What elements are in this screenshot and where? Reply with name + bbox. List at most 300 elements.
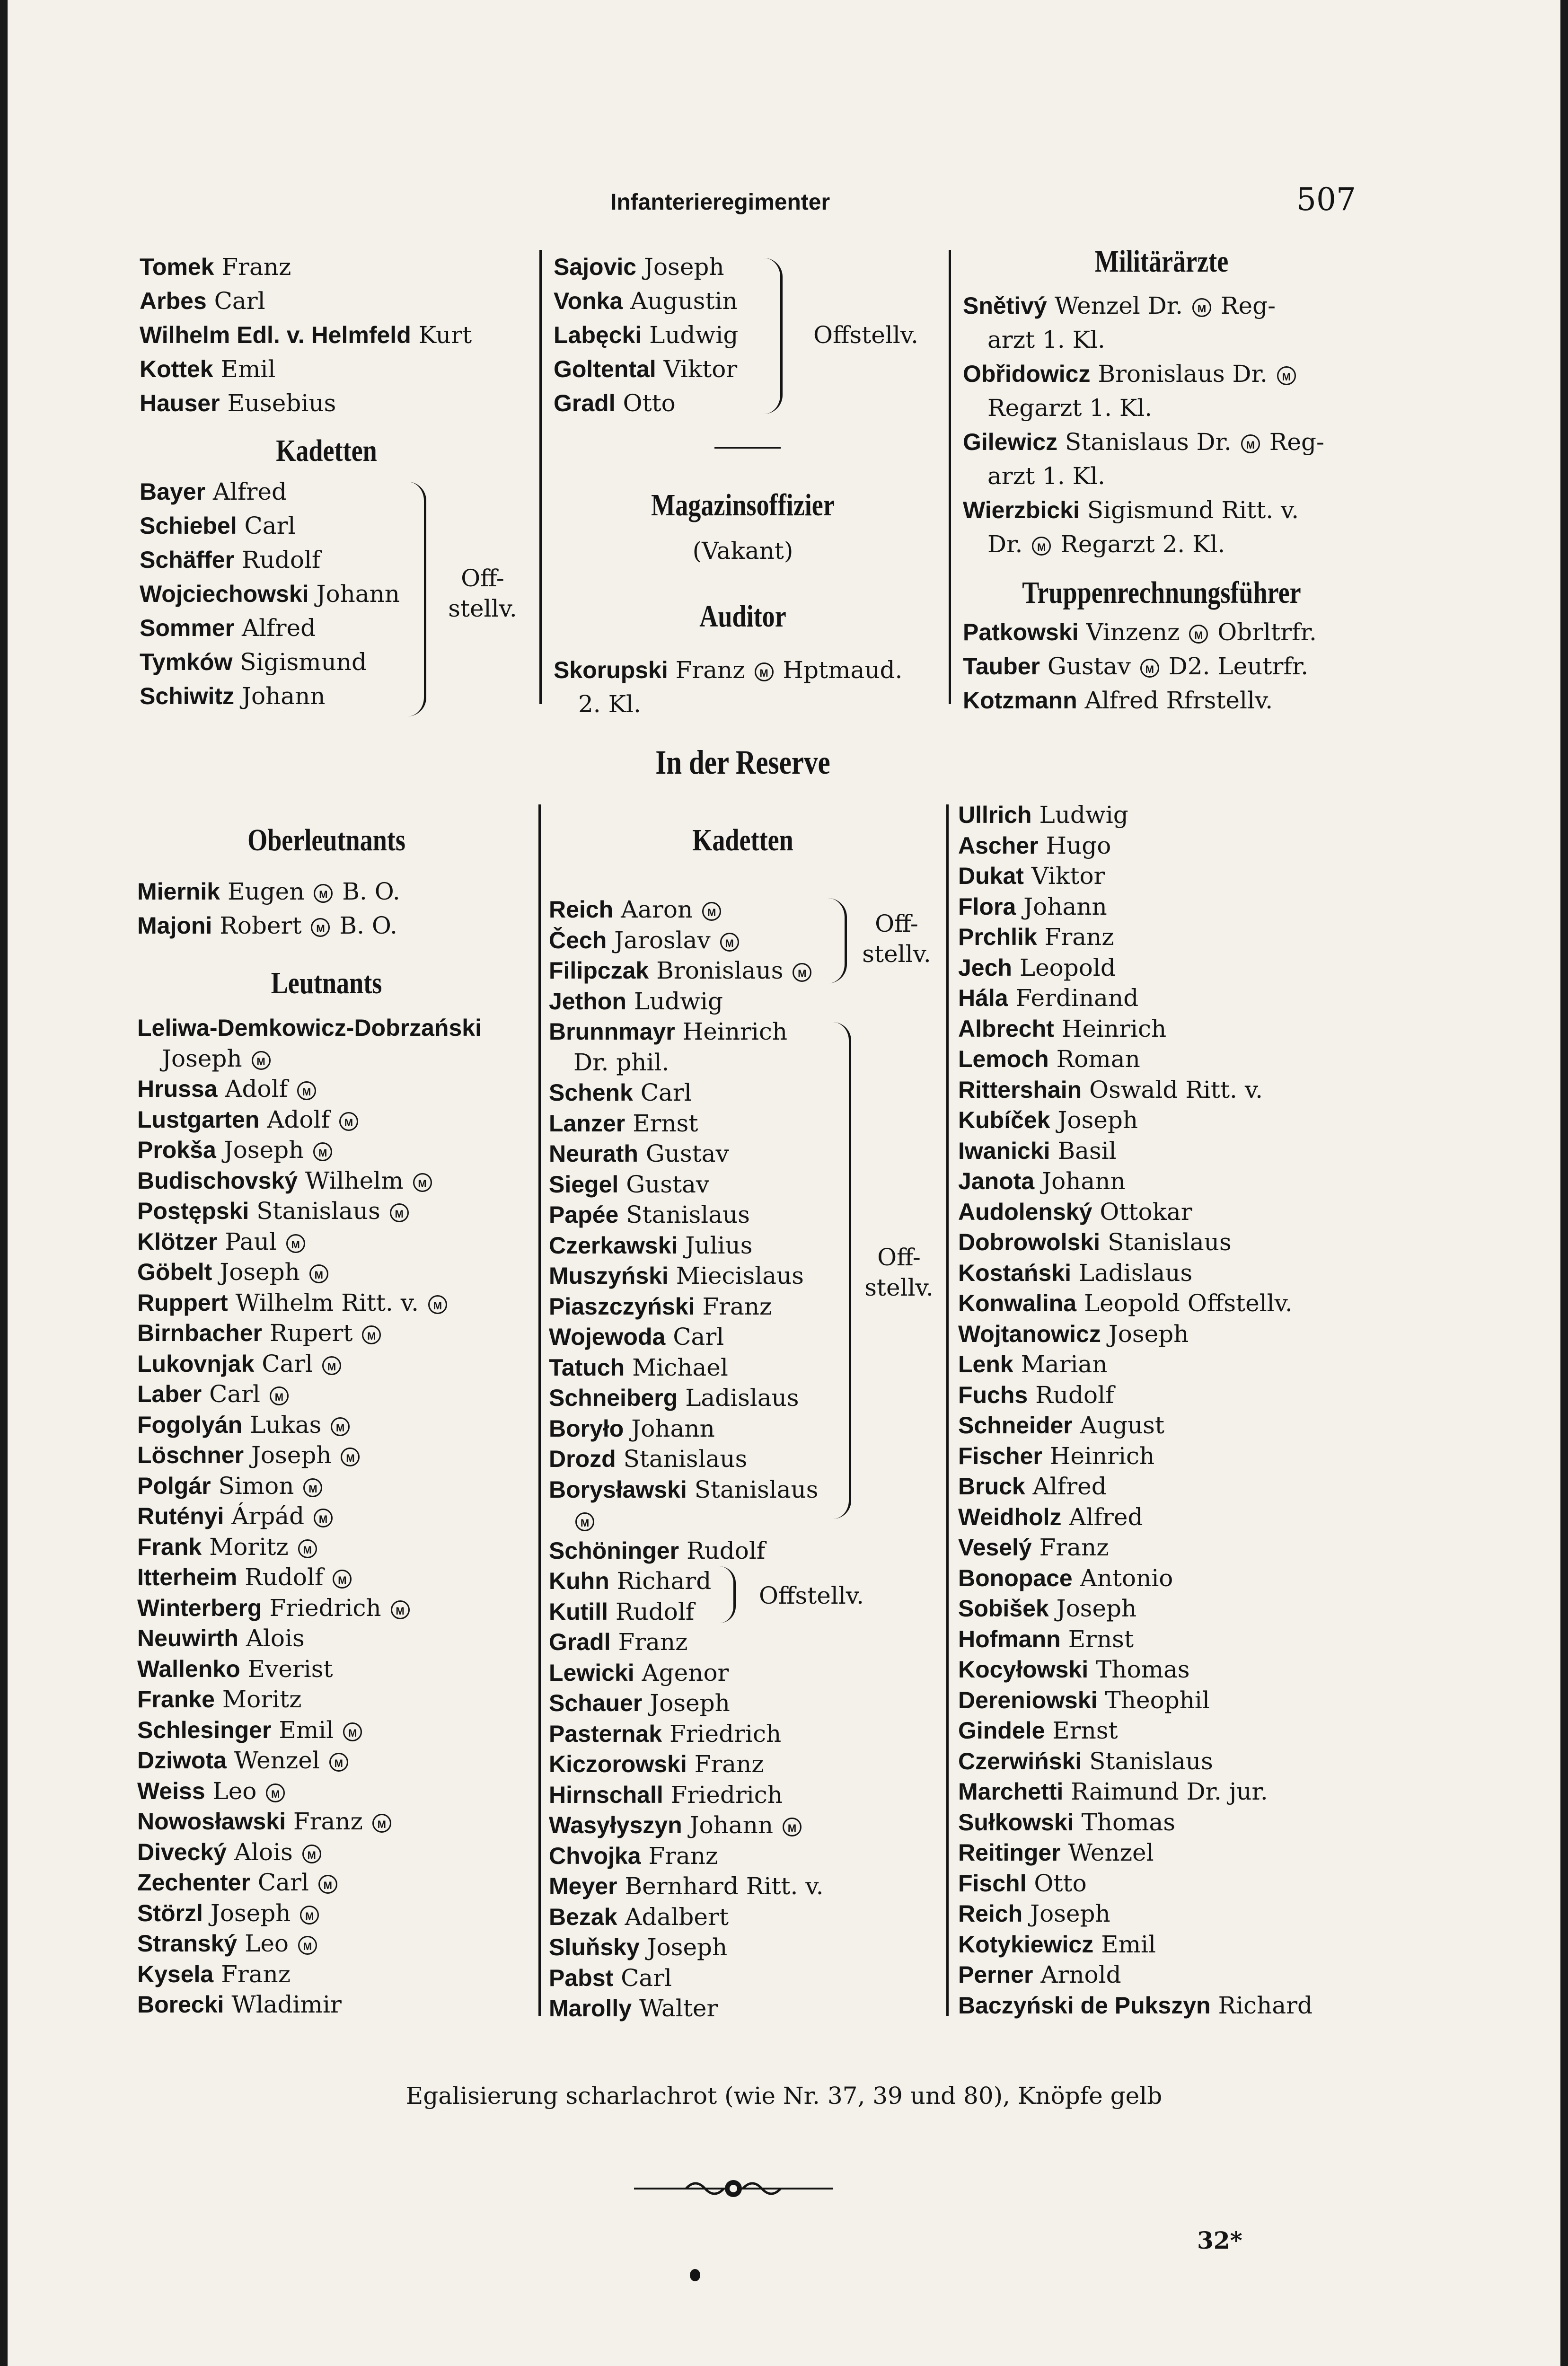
kadetten-group1-brace xyxy=(826,898,847,983)
officer-given: Adolf xyxy=(267,1105,330,1133)
officer-given: Joseph xyxy=(220,1258,300,1286)
officer-given: Sigismund xyxy=(240,648,367,676)
officer-given: Thomas xyxy=(1081,1808,1175,1836)
officer-surname: Marchetti xyxy=(958,1778,1064,1805)
list-item xyxy=(958,922,1360,953)
list-item xyxy=(137,1257,535,1288)
officer-given: Carl xyxy=(257,1869,309,1896)
officer-surname: Nowosławski xyxy=(137,1808,286,1835)
officer-surname: Kotykiewicz xyxy=(958,1931,1094,1958)
truppenrechnungsfuehrer-list xyxy=(963,615,1356,717)
list-item xyxy=(958,1837,1360,1868)
officer-surname: Ruppert xyxy=(137,1289,228,1316)
officer-given: Wladimir xyxy=(231,1991,342,2018)
officer-surname: Czerkawski xyxy=(549,1232,678,1259)
reserve-right-column xyxy=(958,800,1360,2021)
officer-surname: Lenk xyxy=(958,1351,1013,1377)
officer-surname: Klötzer xyxy=(137,1228,218,1255)
officer-surname: Kotzmann xyxy=(963,687,1077,714)
officer-surname: Prchlik xyxy=(958,924,1037,950)
list-item xyxy=(958,830,1360,861)
medal-icon: M xyxy=(343,1722,362,1741)
list-item xyxy=(958,892,1360,922)
officer-surname: Hauser xyxy=(140,390,220,416)
kadetten-heading: Kadetten xyxy=(276,433,377,468)
officer-surname: Čech xyxy=(549,927,607,953)
officer-surname: Fogolyán xyxy=(137,1411,243,1438)
officer-surname: Fuchs xyxy=(958,1381,1028,1408)
list-item xyxy=(958,1136,1360,1166)
list-item xyxy=(958,1990,1360,2021)
list-item xyxy=(958,1929,1360,1960)
list-item xyxy=(137,1837,535,1868)
officer-given: Adolf xyxy=(225,1075,288,1103)
medal-icon: M xyxy=(297,1081,316,1100)
list-item xyxy=(140,352,528,386)
officer-given: Ernst xyxy=(1052,1717,1118,1744)
auditor-heading: Auditor xyxy=(699,599,786,634)
medal-icon: M xyxy=(575,1512,594,1531)
arzt-surname: Wierzbicki xyxy=(963,497,1080,523)
officer-given: Robert xyxy=(220,912,302,939)
officer-surname: Dziwota xyxy=(137,1747,227,1774)
officer-given: Johann xyxy=(631,1414,715,1442)
kadetten-group2-note xyxy=(854,1242,944,1303)
officer-given: Alfred xyxy=(1069,1503,1143,1531)
kadetten-brace xyxy=(402,482,426,716)
list-item xyxy=(137,1562,535,1593)
ornament-icon xyxy=(634,2172,833,2205)
officer-given: Ladislaus xyxy=(1078,1259,1193,1287)
kadetten-group1-note xyxy=(852,909,942,969)
officer-surname: Borecki xyxy=(137,1991,224,2018)
officer-given: Friedrich xyxy=(269,1594,381,1622)
medal-icon: M xyxy=(322,1356,341,1375)
officer-given: Aaron xyxy=(621,896,693,923)
list-item xyxy=(958,1776,1360,1807)
list-item xyxy=(137,1440,535,1471)
list-item xyxy=(958,1868,1360,1899)
reserve-list xyxy=(958,800,1360,2021)
officer-surname: Vonka xyxy=(554,288,623,314)
kadetten-note xyxy=(431,563,535,624)
officer-given: Simon xyxy=(218,1472,294,1500)
officer-given: Marian xyxy=(1021,1351,1108,1378)
list-item xyxy=(137,1745,535,1776)
officer-given: Alfred xyxy=(212,478,287,505)
officer-surname: Bonopace xyxy=(958,1564,1073,1591)
column-divider-reserve-right xyxy=(946,804,949,2016)
officer-surname: Chvojka xyxy=(549,1842,641,1869)
officer-given: Wilhelm Ritt. v. xyxy=(235,1289,419,1316)
officer-surname: Labęcki xyxy=(554,322,642,348)
officer-surname: Baczyński de Pukszyn xyxy=(958,1992,1211,2019)
page-number: 507 xyxy=(1296,181,1356,218)
officer-surname: Kutill xyxy=(549,1598,608,1625)
medal-icon: M xyxy=(298,1936,317,1955)
officer-given: Franz xyxy=(221,1960,291,1988)
officer-surname: Wasyłyszyn xyxy=(549,1812,682,1838)
officer-given: Wilhelm xyxy=(305,1166,404,1194)
officer-given: Wenzel xyxy=(234,1747,320,1774)
officer-given: Vinzenz xyxy=(1086,618,1180,646)
list-item xyxy=(137,1776,535,1807)
officer-given: Franz xyxy=(1039,1534,1109,1561)
medal-icon: M xyxy=(331,1417,350,1436)
officer-surname: Budischovský xyxy=(137,1167,298,1194)
officer-surname: Göbelt xyxy=(137,1259,212,1285)
officer-surname: Kysela xyxy=(137,1960,214,1987)
officer-surname: Frank xyxy=(137,1533,202,1560)
officer-surname: Tatuch xyxy=(549,1354,625,1381)
officer-surname: Ascher xyxy=(958,832,1039,859)
list-item xyxy=(549,1780,946,1810)
medal-icon: M xyxy=(362,1325,381,1344)
officer-given: Everist xyxy=(247,1655,333,1683)
officer-surname: Tymków xyxy=(140,649,233,675)
officer-given: Joseph xyxy=(644,253,724,281)
officer-surname: Iwanicki xyxy=(958,1137,1050,1164)
officer-given: Joseph xyxy=(1030,1900,1110,1927)
officer-surname: Schlesinger xyxy=(137,1716,272,1743)
officer-surname: Hála xyxy=(958,985,1008,1011)
list-item xyxy=(958,1166,1360,1197)
officer-given: Rupert xyxy=(269,1319,353,1347)
officer-surname: Polgár xyxy=(137,1472,211,1499)
officer-given: Agenor xyxy=(642,1659,729,1686)
kuhn-note: Offstellv. xyxy=(758,1582,864,1609)
officer-surname: Lemoch xyxy=(958,1046,1049,1072)
officer-surname: Kocyłowski xyxy=(958,1656,1089,1683)
officer-given: Rudolf xyxy=(241,546,321,574)
list-item xyxy=(137,1318,535,1349)
list-item xyxy=(549,1932,946,1963)
officer-surname: Birnbacher xyxy=(137,1320,262,1346)
list-item xyxy=(549,1536,946,1566)
list-item xyxy=(137,1654,535,1685)
officer-surname: Arbes xyxy=(140,288,207,314)
officer-given: Miecislaus xyxy=(676,1262,804,1289)
list-item xyxy=(958,1075,1360,1105)
list-item xyxy=(549,1444,946,1474)
officer-given: Carl xyxy=(640,1079,692,1106)
officer-given: Joseph xyxy=(650,1689,730,1717)
officer-surname: Rutényi xyxy=(137,1503,224,1529)
arzt-surname: Gilewicz xyxy=(963,429,1058,455)
list-item xyxy=(140,250,528,284)
list-item xyxy=(549,1841,946,1872)
list-item xyxy=(549,1505,946,1536)
officer-given: Joseph xyxy=(223,1136,304,1164)
list-item xyxy=(958,1410,1360,1441)
officer-given: Ludwig xyxy=(634,987,723,1015)
list-item xyxy=(958,800,1360,830)
officer-surname: Störzl xyxy=(137,1899,203,1926)
arzt-given: Wenzel Dr. xyxy=(1054,292,1183,319)
leutnants-column xyxy=(137,1013,535,2020)
officer-given: Wenzel xyxy=(1068,1839,1154,1866)
kadetten-note-line1: Off- xyxy=(461,565,504,592)
list-item xyxy=(549,1016,946,1047)
ink-spot xyxy=(690,2269,700,2281)
officer-given: Theophil xyxy=(1105,1686,1210,1714)
arzt-surname: Snětivý xyxy=(963,292,1047,319)
list-item xyxy=(137,1532,535,1563)
officer-surname: Ullrich xyxy=(958,802,1032,828)
officer-surname: Dereniowski xyxy=(958,1686,1098,1713)
officer-surname: Dobrowolski xyxy=(958,1229,1101,1255)
officer-given: Ferdinand xyxy=(1015,984,1139,1012)
auditor-given: Franz xyxy=(675,656,745,684)
officer-given: Franz xyxy=(702,1292,772,1320)
officer-surname: Bruck xyxy=(958,1473,1025,1500)
officer-given: Carl xyxy=(262,1350,313,1377)
officer-given: Paul xyxy=(225,1227,277,1255)
list-item xyxy=(958,1471,1360,1502)
officer-given: Ludwig xyxy=(1039,801,1128,829)
list-item xyxy=(958,1227,1360,1258)
officer-suffix: B. O. xyxy=(342,878,400,905)
arzt-rank-cont: arzt 1. Kl. xyxy=(987,462,1105,490)
running-title: Infanterieregimenter xyxy=(610,190,830,215)
officer-surname: Reich xyxy=(958,1900,1023,1927)
officer-surname: Kubíček xyxy=(958,1107,1050,1133)
officer-given: Joseph xyxy=(647,1933,728,1961)
list-item xyxy=(549,1139,946,1169)
militaerarzte-heading: Militärärzte xyxy=(1094,244,1229,279)
arzt-given: Sigismund Ritt. v. xyxy=(1087,496,1299,524)
militaerarzte-list xyxy=(963,289,1356,561)
arzt-rank: Reg- xyxy=(1269,428,1324,456)
note-line1: Off- xyxy=(875,910,918,937)
list-item xyxy=(137,1684,535,1715)
officer-surname: Lustgarten xyxy=(137,1106,260,1133)
medal-icon: M xyxy=(390,1203,409,1222)
auditor-surname: Skorupski xyxy=(554,657,668,683)
officer-given: Rudolf xyxy=(245,1563,324,1591)
officer-given: Hugo xyxy=(1046,831,1111,859)
officer-given: Viktor xyxy=(1031,862,1105,890)
officer-given: Gustav xyxy=(1047,653,1131,680)
column-divider-top-right xyxy=(949,250,951,704)
list-item xyxy=(958,1898,1360,1929)
officer-given: Johann xyxy=(1023,892,1107,920)
arzt-rank-cont: Regarzt 2. Kl. xyxy=(1060,530,1225,558)
officer-surname: Hrussa xyxy=(137,1076,218,1102)
officer-surname: Boryło xyxy=(549,1415,624,1442)
list-item xyxy=(549,1902,946,1933)
officer-surname: Wallenko xyxy=(137,1655,240,1682)
list-item xyxy=(958,1197,1360,1227)
officer-given: Stanislaus xyxy=(623,1445,748,1473)
officer-surname: Janota xyxy=(958,1168,1035,1194)
list-item xyxy=(958,1593,1360,1624)
top-left-column xyxy=(140,250,528,420)
officer-given: Stanislaus xyxy=(626,1201,750,1228)
egalisierung-note: Egalisierung scharlachrot (wie Nr. 37, 39 und 80), Knöpfe gelb xyxy=(405,2082,1163,2110)
officer-surname: Papée xyxy=(549,1201,619,1228)
officer-given: Otto xyxy=(623,389,676,417)
officer-surname: Kostański xyxy=(958,1259,1071,1286)
officer-given: Raimund Dr. jur. xyxy=(1071,1778,1268,1805)
officer-surname: Franke xyxy=(137,1686,215,1713)
medal-icon: M xyxy=(313,1142,332,1161)
list-item xyxy=(958,1441,1360,1472)
list-item xyxy=(549,1474,946,1505)
arzt-title: Dr. xyxy=(987,530,1023,558)
officer-surname: Konwalina xyxy=(958,1290,1077,1316)
officer-given: Walter xyxy=(639,1995,718,2022)
officer-surname: Winterberg xyxy=(137,1594,262,1621)
officer-surname: Lukovnjak xyxy=(137,1350,255,1377)
officer-given: Stanislaus xyxy=(1089,1747,1213,1775)
list-item xyxy=(549,1810,946,1841)
list-item xyxy=(958,1105,1360,1136)
list-item xyxy=(137,1349,535,1379)
officer-surname: Tauber xyxy=(963,653,1040,680)
officer-surname: Postępski xyxy=(137,1198,249,1224)
list-item xyxy=(137,1959,535,1990)
arzt-surname: Obřidowicz xyxy=(963,361,1091,387)
list-item xyxy=(554,386,932,420)
officer-surname: Zechenter xyxy=(137,1869,250,1896)
officer-surname: Sluňsky xyxy=(549,1934,640,1960)
officer-surname: Sajovic xyxy=(554,254,637,280)
officer-surname: Veselý xyxy=(958,1534,1032,1561)
list-item xyxy=(958,1044,1360,1075)
list-item xyxy=(137,1806,535,1837)
arzt-given: Stanislaus Dr. xyxy=(1065,428,1232,456)
arzt-given: Bronislaus Dr. xyxy=(1098,360,1268,388)
officer-given: Árpád xyxy=(231,1502,305,1530)
officer-given: Friedrich xyxy=(669,1720,782,1748)
truppenrechnungsfuehrer-heading: Truppenrechnungsführer xyxy=(1022,575,1301,610)
list-item xyxy=(958,1349,1360,1380)
officer-surname: Hofmann xyxy=(958,1625,1061,1652)
officer-given: Johann xyxy=(689,1811,774,1839)
officer-surname: Schiwitz xyxy=(140,683,235,709)
medal-icon: M xyxy=(428,1295,447,1314)
officer-given: Heinrich xyxy=(1049,1442,1155,1470)
medal-icon: M xyxy=(302,1845,321,1863)
officer-rank: Rfrstellv. xyxy=(1166,687,1273,714)
medal-icon: M xyxy=(1192,298,1211,317)
list-item xyxy=(549,986,946,1017)
officer-surname: Dukat xyxy=(958,863,1024,889)
officer-surname: Flora xyxy=(958,893,1016,920)
officer-surname: Brunnmayr xyxy=(549,1018,675,1045)
officer-surname: Miernik xyxy=(137,878,220,905)
officer-given: Leopold xyxy=(1019,953,1116,981)
medal-icon: M xyxy=(303,1478,322,1497)
medal-icon: M xyxy=(793,963,811,982)
leutnants-heading: Leutnants xyxy=(271,966,382,1000)
medal-icon: M xyxy=(286,1234,305,1253)
oberleutnants-heading: Oberleutnants xyxy=(247,823,405,857)
officer-given: Alfred xyxy=(241,614,316,642)
officer-surname: Fischer xyxy=(958,1442,1042,1469)
medal-icon: M xyxy=(339,1112,358,1131)
officer-surname: Wojciechowski xyxy=(140,581,309,607)
reserve-kadetten-column xyxy=(549,894,946,2024)
officer-given: Eusebius xyxy=(227,389,336,417)
list-item xyxy=(549,1047,946,1078)
officer-surname: Audolenský xyxy=(958,1198,1092,1225)
list-item xyxy=(958,1960,1360,1990)
list-item xyxy=(958,1715,1360,1746)
officer-surname: Meyer xyxy=(549,1873,617,1899)
list-item xyxy=(549,1169,946,1200)
officer-surname: Lanzer xyxy=(549,1110,625,1137)
list-item xyxy=(137,1501,535,1532)
officer-given: Carl xyxy=(214,287,265,315)
officer-given: Joseph xyxy=(1056,1595,1137,1622)
officer-given: Leo xyxy=(212,1777,257,1805)
officer-surname: Sobišek xyxy=(958,1595,1049,1622)
medal-icon: M xyxy=(1241,434,1260,453)
officer-given: Oswald Ritt. v. xyxy=(1089,1076,1263,1104)
officer-given: Leopold Offstellv. xyxy=(1084,1289,1293,1317)
officer-given: Heinrich xyxy=(1061,1015,1167,1042)
medal-icon: M xyxy=(309,1264,328,1283)
list-item xyxy=(137,1623,535,1654)
list-item xyxy=(137,1410,535,1440)
medal-icon: M xyxy=(755,662,774,681)
officer-given: Kurt xyxy=(418,321,472,349)
list-item xyxy=(549,1688,946,1719)
officer-given: Franz xyxy=(293,1808,363,1835)
list-item xyxy=(140,475,528,509)
medal-icon: M xyxy=(252,1051,271,1070)
medal-icon: M xyxy=(266,1783,285,1802)
officer-surname: Schauer xyxy=(549,1690,643,1716)
medal-icon: M xyxy=(1277,366,1296,385)
short-rule xyxy=(714,447,781,449)
officer-given: Eugen xyxy=(227,878,305,905)
list-item xyxy=(549,1077,946,1108)
officer-given: Carl xyxy=(209,1380,261,1408)
officer-given: Joseph xyxy=(1057,1106,1138,1134)
medal-icon: M xyxy=(300,1906,319,1925)
officer-given: Stanislaus xyxy=(694,1475,819,1503)
medal-icon: M xyxy=(318,1875,337,1894)
list-item xyxy=(549,1413,946,1444)
list-item xyxy=(958,1258,1360,1289)
officer-surname: Gradl xyxy=(554,390,616,416)
medal-icon: M xyxy=(1140,659,1159,678)
officer-given: Richard xyxy=(1218,1991,1313,2019)
medal-icon: M xyxy=(783,1818,802,1836)
officer-surname: Marolly xyxy=(549,1995,632,2022)
list-item xyxy=(549,1749,946,1780)
list-item xyxy=(958,1685,1360,1716)
officer-surname: Piaszczyński xyxy=(549,1293,695,1320)
list-item xyxy=(554,352,932,386)
auditor-rank: Hptmaud. xyxy=(783,656,903,684)
officer-surname: Muszyński xyxy=(549,1262,669,1289)
list-item xyxy=(137,1379,535,1410)
officer-surname: Schneider xyxy=(958,1412,1073,1439)
list-item xyxy=(958,1746,1360,1777)
list-item xyxy=(137,1074,535,1104)
officer-given: Alois xyxy=(234,1838,293,1866)
officer-surname: Weidholz xyxy=(958,1503,1062,1530)
list-item xyxy=(137,1928,535,1959)
officer-surname: Bayer xyxy=(140,478,205,505)
officer-given: Johann xyxy=(1042,1167,1126,1195)
officer-surname: Pasternak xyxy=(549,1720,662,1747)
officer-surname: Laber xyxy=(137,1381,202,1407)
